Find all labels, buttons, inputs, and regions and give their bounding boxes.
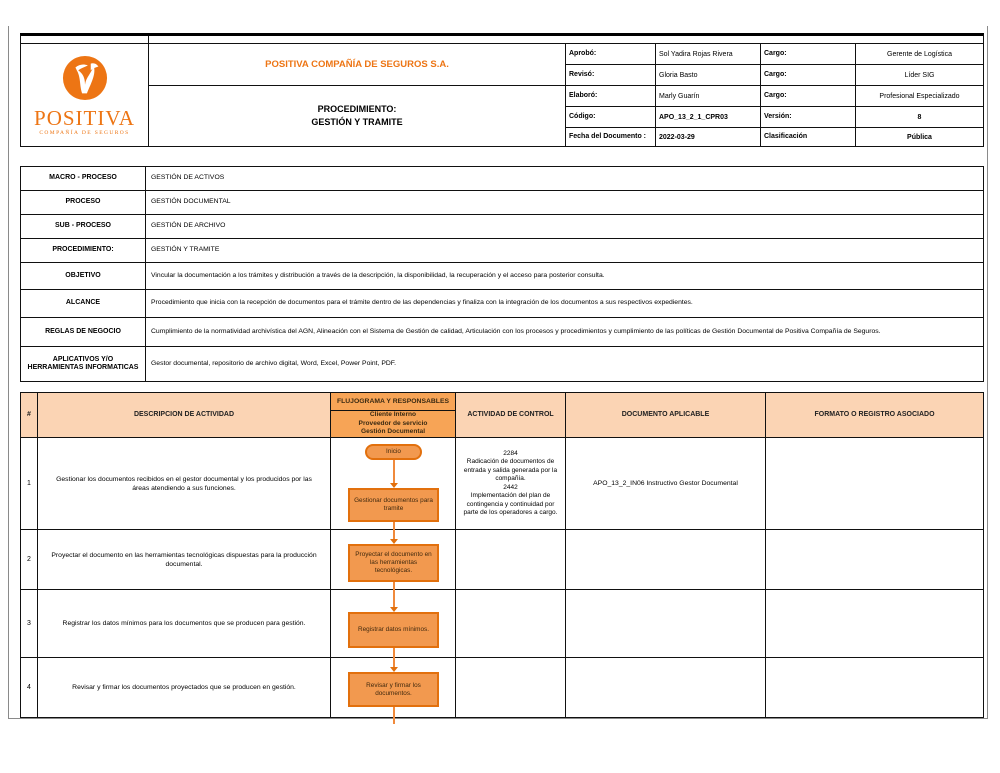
info-label: REGLAS DE NEGOCIO: [21, 318, 146, 347]
associated-format: [766, 530, 983, 590]
flowchart-cell: [331, 438, 456, 530]
company-name: POSITIVA COMPAÑÍA DE SEGUROS S.A.: [149, 44, 566, 86]
flow-connector: [393, 460, 395, 484]
logo-tagline: COMPAÑÍA DE SEGUROS: [39, 129, 130, 136]
info-value: Procedimiento que inicia con la recepción de documentos para el trámite dentro de las dependencias y finaliza con la integración de los documentos a sus respectivos expedientes.: [146, 290, 983, 318]
flow-process-box: Revisar y firmar los documentos.: [348, 672, 439, 707]
flowchart-cell: [331, 530, 456, 590]
flow-subheader-line: Cliente Interno: [369, 411, 417, 419]
flowchart-subheader: [331, 411, 456, 438]
date-label: Fecha del Documento :: [566, 128, 656, 146]
approval-role-value: Gerente de Logística: [856, 44, 983, 65]
date-value: 2022-03-29: [656, 128, 761, 146]
flow-connector: [393, 707, 395, 724]
flow-connector: [393, 590, 395, 608]
info-value: Cumplimiento de la normatividad archivística del AGN, Alineación con el Sistema de Gestión de calidad, Articulación con los procesos y procedimientos y cumplimiento de las políticas de Gestión Documental de Positiva Compañía de Seguros.: [146, 318, 983, 347]
applicable-document: APO_13_2_IN06 Instructivo Gestor Documental: [566, 438, 766, 530]
version-label: Versión:: [761, 107, 856, 128]
info-value: GESTIÓN DOCUMENTAL: [146, 191, 983, 215]
flow-subheader-line: Proveedor de servicio: [358, 419, 428, 427]
associated-format: [766, 438, 983, 530]
flow-connector: [393, 648, 395, 658]
approval-role-value: Profesional Especializado: [856, 86, 983, 107]
info-label: ALCANCE: [21, 290, 146, 318]
flow-start-terminator: Inicio: [365, 444, 422, 460]
activity-number: 4: [21, 658, 38, 717]
approval-value: Marly Guarín: [656, 86, 761, 107]
procedure-title: [149, 86, 566, 146]
activity-description: Proyectar el documento en las herramientas tecnológicas dispuestas para la producción documental.: [38, 530, 331, 590]
activity-control: [456, 590, 566, 658]
procedure-label: PROCEDIMIENTO:: [317, 104, 397, 114]
associated-format: [766, 658, 983, 717]
flow-process-box: Gestionar documentos para tramite: [348, 488, 439, 522]
applicable-document: [566, 658, 766, 717]
flow-process-box: Registrar datos mínimos.: [348, 612, 439, 648]
applicable-document: [566, 590, 766, 658]
col-header-description: DESCRIPCION DE ACTIVIDAD: [38, 393, 331, 438]
applicable-document: [566, 530, 766, 590]
col-header-document: DOCUMENTO APLICABLE: [566, 393, 766, 438]
procedure-name: GESTIÓN Y TRAMITE: [311, 117, 403, 127]
approval-role-label: Cargo:: [761, 65, 856, 86]
classification-label: Clasificación: [761, 128, 856, 146]
code-label: Código:: [566, 107, 656, 128]
approval-value: Sol Yadira Rojas Rivera: [656, 44, 761, 65]
col-header-num: #: [21, 393, 38, 438]
info-value: GESTIÓN Y TRAMITE: [146, 239, 983, 263]
activity-control: [456, 658, 566, 717]
logo-wordmark: POSITIVA: [34, 105, 135, 130]
approval-role-label: Cargo:: [761, 44, 856, 65]
info-value: GESTIÓN DE ACTIVOS: [146, 167, 983, 191]
version-value: 8: [856, 107, 983, 128]
flowchart-cell: [331, 590, 456, 658]
activity-control: [456, 530, 566, 590]
document-header-table: [20, 33, 984, 147]
info-label: PROCEDIMIENTO:: [21, 239, 146, 263]
col-header-control: ACTIVIDAD DE CONTROL: [456, 393, 566, 438]
activity-flowchart-table: [20, 392, 984, 718]
header-spacer-cell: [21, 36, 149, 44]
flow-connector: [393, 582, 395, 590]
approval-value: Gloria Basto: [656, 65, 761, 86]
associated-format: [766, 590, 983, 658]
flowchart-cell: [331, 658, 456, 717]
info-label: OBJETIVO: [21, 263, 146, 290]
approval-role-value: Líder SIG: [856, 65, 983, 86]
process-info-table: [20, 166, 984, 382]
info-label: PROCESO: [21, 191, 146, 215]
classification-value: Pública: [907, 133, 932, 141]
approval-label: Elaboró:: [566, 86, 656, 107]
approval-role-label: Cargo:: [761, 86, 856, 107]
info-value: Gestor documental, repositorio de archivo digital, Word, Excel, Power Point, PDF.: [151, 359, 397, 367]
activity-description: Revisar y firmar los documentos proyectados que se producen en gestión.: [38, 658, 331, 717]
activity-control: 2284 Radicación de documentos de entrada y salida generada por la compañía. 2442 Implementación del plan de contingencia y continuidad por parte de los operadores a cargo.: [456, 438, 566, 530]
header-spacer-cell: [149, 36, 983, 44]
activity-description: Registrar los datos mínimos para los documentos que se producen para gestión.: [38, 590, 331, 658]
info-label: APLICATIVOS Y/O HERRAMIENTAS INFORMATICAS: [21, 347, 146, 381]
approval-label: Revisó:: [566, 65, 656, 86]
info-label: MACRO - PROCESO: [21, 167, 146, 191]
company-logo: [21, 44, 149, 146]
flow-process-box: Proyectar el documento en las herramientas tecnológicas.: [348, 544, 439, 582]
col-header-flowchart: FLUJOGRAMA Y RESPONSABLES: [331, 393, 456, 411]
approval-label: Aprobó:: [566, 44, 656, 65]
flow-connector: [393, 522, 395, 530]
activity-number: 2: [21, 530, 38, 590]
code-value: APO_13_2_1_CPR03: [656, 107, 761, 128]
activity-number: 1: [21, 438, 38, 530]
col-header-format: FORMATO O REGISTRO ASOCIADO: [766, 393, 983, 438]
info-value: Vincular la documentación a los trámites y distribución a través de la descripción, la disponibilidad, la recuperación y el acceso para posterior consulta.: [146, 263, 983, 290]
activity-description: Gestionar los documentos recibidos en el gestor documental y los producidos por las áreas atendiendo a sus funciones.: [38, 438, 331, 530]
info-label: SUB - PROCESO: [21, 215, 146, 239]
flow-subheader-line: Gestión Documental: [360, 428, 426, 436]
info-value: GESTIÓN DE ARCHIVO: [146, 215, 983, 239]
positiva-logo-icon: [62, 55, 108, 106]
activity-number: 3: [21, 590, 38, 658]
